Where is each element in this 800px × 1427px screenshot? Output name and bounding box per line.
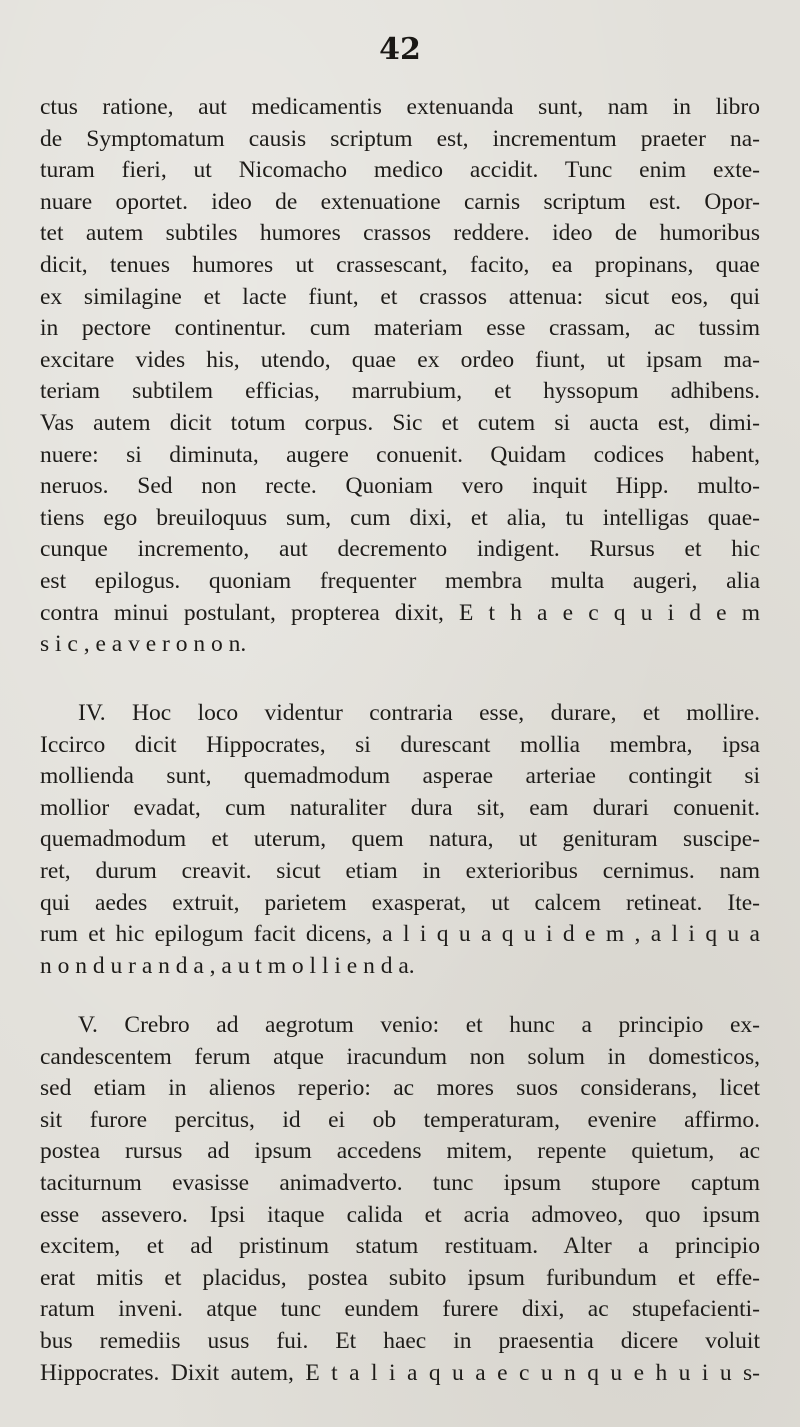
text-line: contra minui postulant, propterea dixit, E t h a e c q u i d e m: [40, 599, 760, 626]
page-number: 42: [379, 32, 421, 67]
paragraph-continuation: [40, 92, 760, 661]
text-line: neruos. Sed non recte. Quoniam vero inquit Hipp. multo-: [40, 473, 760, 500]
text-line: ret, durum creavit. sicut etiam in exterioribus cernimus. nam: [40, 857, 760, 884]
text-line: taciturnum evasisse animadverto. tunc ipsum stupore captum: [40, 1169, 760, 1196]
text-line: candescentem ferum atque iracundum non solum in domesticos,: [40, 1043, 760, 1070]
text-line: sit furore percitus, id ei ob temperaturam, evenire affirmo.: [40, 1106, 760, 1133]
text-line: de Symptomatum causis scriptum est, incrementum praeter na-: [40, 125, 760, 152]
text-line: sed etiam in alienos reperio: ac mores suos considerans, licet: [40, 1075, 760, 1102]
text-line: n o n d u r a n d a , a u t m o l l i e n d a.: [40, 952, 415, 979]
text-line: turam fieri, ut Nicomacho medico accidit. Tunc enim exte-: [40, 157, 760, 184]
text-line: excitem, et ad pristinum statum restituam. Alter a principio: [40, 1233, 760, 1260]
text-line: rum et hic epilogum facit dicens, a l i q u a q u i d e m , a l i q u a: [40, 921, 760, 948]
text-line: Hippocrates. Dixit autem, E t a l i a q u a e c u n q u e h u i u s-: [40, 1359, 760, 1386]
text-line: teriam subtilem efficias, marrubium, et hyssopum adhibens.: [40, 378, 760, 405]
text-line: cunque incremento, aut decremento indigent. Rursus et hic: [40, 536, 760, 563]
text-line: IV. Hoc loco videntur contraria esse, durare, et mollire.: [78, 700, 760, 726]
text-line: nuere: si diminuta, augere conuenit. Quidam codices habent,: [40, 441, 760, 468]
text-line: ratum inveni. atque tunc eundem furere dixi, ac stupefacienti-: [40, 1296, 760, 1323]
text-line: nuare oportet. ideo de extenuatione carnis scriptum est. Opor-: [40, 188, 760, 215]
text-line: mollienda sunt, quemadmodum asperae arteriae contingit si: [40, 763, 760, 790]
text-line: esse assevero. Ipsi itaque calida et acria admoveo, quo ipsum: [40, 1201, 760, 1228]
text-line: dicit, tenues humores ut crassescant, facito, ea propinans, quae: [40, 251, 760, 278]
text-line: quemadmodum et uterum, quem natura, ut genituram suscipe-: [40, 826, 760, 853]
text-line: postea rursus ad ipsum accedens mitem, repente quietum, ac: [40, 1138, 760, 1165]
text-line: mollior evadat, cum naturaliter dura sit, eam durari conuenit.: [40, 794, 760, 821]
paragraph-v: [40, 1010, 760, 1389]
text-line: ex similagine et lacte fiunt, et crassos attenua: sicut eos, qui: [40, 283, 760, 310]
paragraph-iv: [40, 698, 760, 982]
text-line: tiens ego breuiloquus sum, cum dixi, et alia, tu intelligas quae-: [40, 504, 760, 531]
text-line: excitare vides his, utendo, quae ex ordeo fiunt, ut ipsam ma-: [40, 346, 760, 373]
text-line: qui aedes extruit, parietem exasperat, ut calcem retineat. Ite-: [40, 889, 760, 916]
text-line: est epilogus. quoniam frequenter membra multa augeri, alia: [40, 567, 760, 594]
text-line: tet autem subtiles humores crassos reddere. ideo de humoribus: [40, 220, 760, 247]
text-line: ctus ratione, aut medicamentis extenuanda sunt, nam in libro: [40, 94, 760, 120]
text-line: s i c , e a v e r o n o n.: [40, 631, 247, 658]
text-line: Iccirco dicit Hippocrates, si durescant mollia membra, ipsa: [40, 731, 760, 758]
text-line: V. Crebro ad aegrotum venio: et hunc a principio ex-: [78, 1012, 760, 1038]
text-line: in pectore continentur. cum materiam esse crassam, ac tussim: [40, 315, 760, 342]
text-line: bus remediis usus fui. Et haec in praesentia dicere voluit: [40, 1327, 760, 1354]
text-line: Vas autem dicit totum corpus. Sic et cutem si aucta est, dimi-: [40, 409, 760, 436]
text-line: erat mitis et placidus, postea subito ipsum furibundum et effe-: [40, 1264, 760, 1291]
